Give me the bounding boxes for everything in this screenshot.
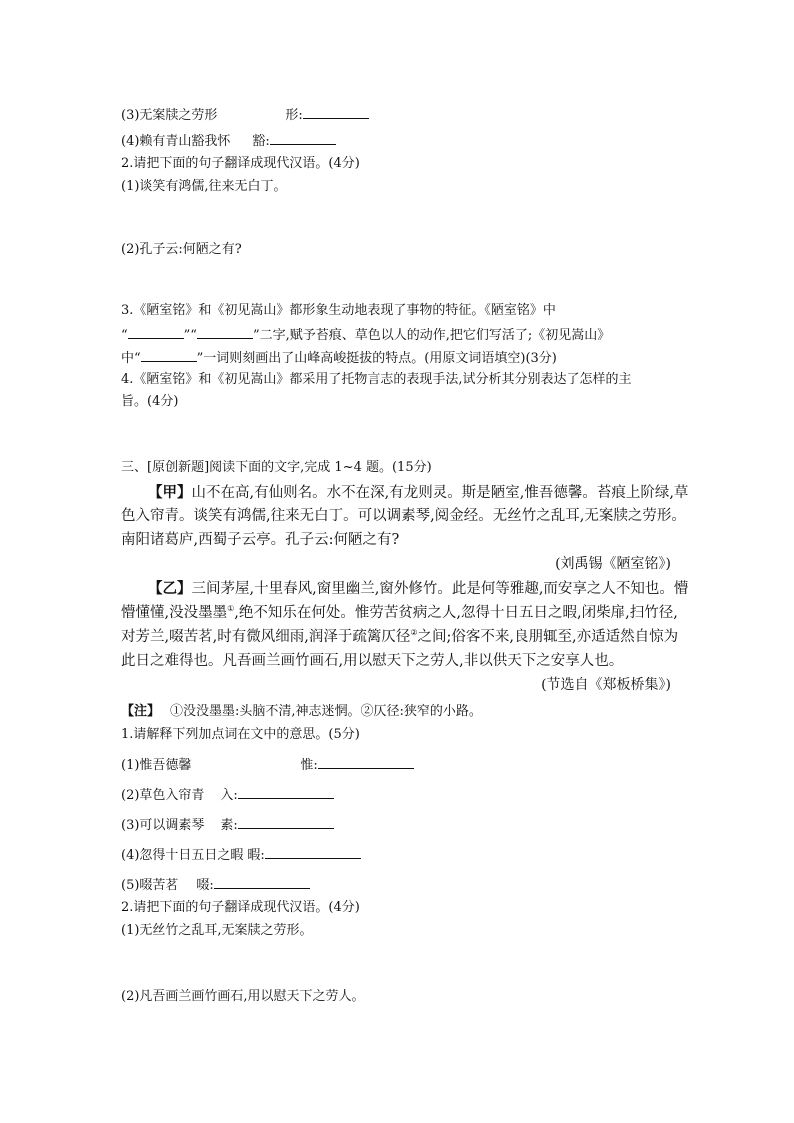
question-2-title: 2.请把下面的句子翻译成现代汉语。(4分) — [121, 156, 360, 171]
passage-yi-line1: 【乙】三间茅屋,十里春风,窗里幽兰,窗外修竹。此是何等雅趣,而安享之人不知也。懵 — [148, 580, 689, 597]
passage-jia-line3: 南阳诸葛庐,西蜀子云亭。孔子云:何陋之有? — [121, 532, 400, 548]
question-2-title: 2.请把下面的句子翻译成现代汉语。(4分) — [121, 900, 360, 915]
passage-jia-line1: 【甲】山不在高,有仙则名。水不在深,有龙则灵。斯是陋室,惟吾德馨。苔痕上阶绿,草 — [148, 484, 689, 501]
question-1-title: 1.请解释下列加点词在文中的意思。(5分) — [121, 727, 360, 742]
vocab-item-4: (4)赖有青山豁我怀 豁: — [121, 131, 336, 150]
question-3-line2: “ ”“ ”二字,赋予苔痕、草色以人的动作,把它们写活了;《初见嵩山》 — [121, 325, 610, 344]
footnote-marker: ① — [227, 604, 235, 614]
passage-yi-line4: 此日之难得也。凡吾画兰画竹画石,用以慰天下之劳人,非以供天下之安享人也。 — [121, 653, 624, 669]
passage-yi-line2: 懵懂懂,没没墨墨①,绝不知乐在何处。惟劳苦贫病之人,忽得十日五日之暇,闭柴扉,扫竹径, — [121, 604, 678, 621]
footnote-marker: ② — [410, 628, 418, 638]
explain-item-3: (3)可以调素琴 素: — [121, 815, 334, 834]
answer-blank[interactable] — [303, 105, 369, 119]
translate-item-2: (2)孔子云:何陋之有? — [121, 242, 242, 257]
explain-item-2: (2)草色入帘青 入: — [121, 785, 334, 804]
explain-item-4: (4)忽得十日五日之暇 暇: — [121, 845, 361, 864]
answer-blank[interactable] — [238, 785, 334, 799]
passage-yi-source: (节选自《郑板桥集》) — [541, 677, 671, 693]
answer-blank[interactable] — [128, 325, 184, 339]
question-3-line3: 中“ ”一词则刻画出了山峰高峻挺拔的特点。(用原文词语填空)(3分) — [121, 348, 557, 367]
answer-blank[interactable] — [265, 845, 361, 859]
section-heading: 三、[原创新题]阅读下面的文字,完成 1~4 题。(15分) — [121, 460, 432, 475]
translate-item-2: (2)凡吾画兰画竹画石,用以慰天下之劳人。 — [121, 989, 365, 1004]
answer-blank[interactable] — [214, 875, 310, 889]
explain-item-1: (1)惟吾德馨 惟: — [121, 755, 414, 774]
annotation: 【注】 ①没没墨墨:头脑不清,神志迷惘。②仄径:狭窄的小路。 — [121, 704, 482, 719]
explain-item-5: (5)啜苦茗 啜: — [121, 875, 310, 894]
answer-blank[interactable] — [238, 815, 334, 829]
translate-item-1: (1)无丝竹之乱耳,无案牍之劳形。 — [121, 923, 313, 938]
question-3-line1: 3.《陋室铭》和《初见嵩山》都形象生动地表现了事物的特征。《陋室铭》中 — [121, 303, 556, 318]
answer-blank[interactable] — [141, 348, 197, 362]
passage-jia-line2: 色入帘青。谈笑有鸿儒,往来无白丁。可以调素琴,阅金经。无丝竹之乱耳,无案牍之劳形。 — [121, 508, 686, 524]
passage-yi-line3: 对芳兰,啜苦茗,时有微风细雨,润泽于疏篱仄径②之间;俗客不来,良朋辄至,亦适适然自惊为 — [121, 628, 679, 645]
answer-blank[interactable] — [270, 131, 336, 145]
question-4-line1: 4.《陋室铭》和《初见嵩山》都采用了托物言志的表现手法,试分析其分别表达了怎样的主 — [121, 372, 632, 387]
passage-jia-source: (刘禹锡《陋室铭》) — [555, 556, 671, 572]
vocab-item-3: (3)无案牍之劳形 形: — [121, 105, 369, 124]
answer-blank[interactable] — [197, 325, 253, 339]
question-4-line2: 旨。(4分) — [121, 394, 179, 409]
answer-blank[interactable] — [318, 755, 414, 769]
translate-item-1: (1)谈笑有鸿儒,往来无白丁。 — [121, 179, 287, 194]
